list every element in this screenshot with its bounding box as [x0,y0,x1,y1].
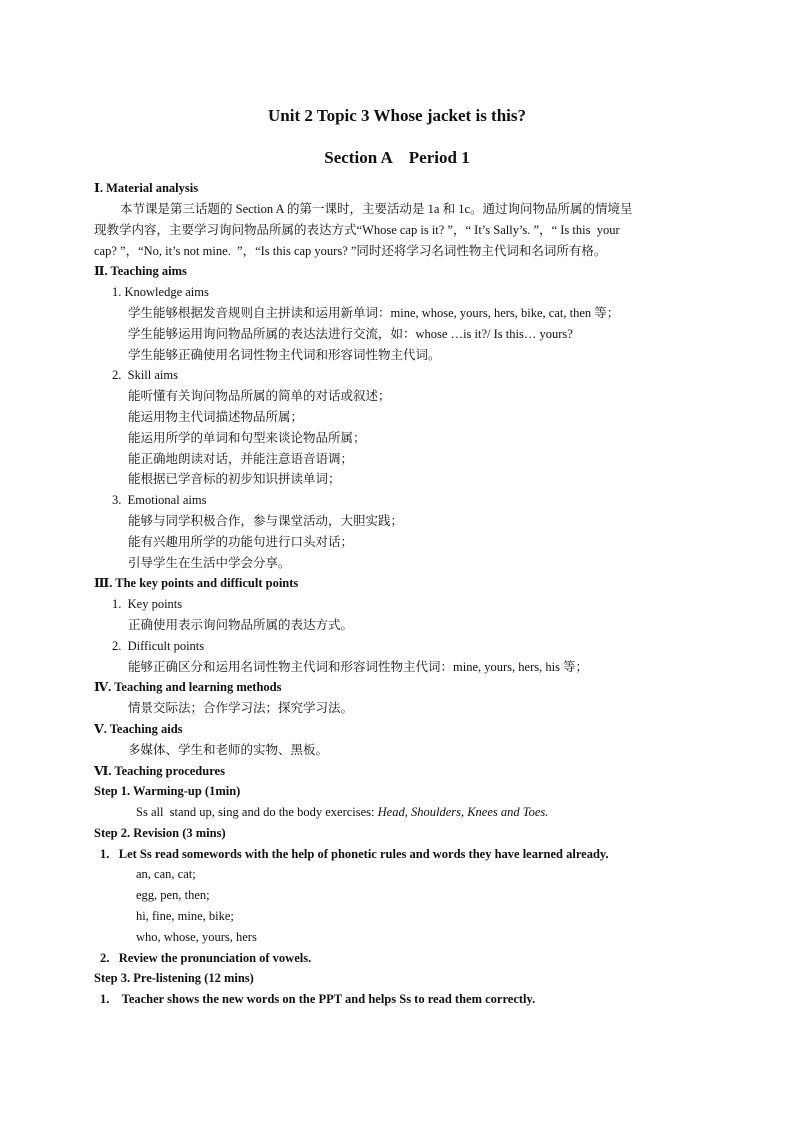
list-item: 能够正确区分和运用名词性物主代词和形容词性物主代词：mine, yours, hers, his 等； [128,660,589,674]
heading-teaching-methods: Ⅳ. Teaching and learning methods [94,680,282,694]
list-item: 学生能够正确使用名词性物主代词和形容词性物主代词。 [128,348,441,362]
list-item: 能听懂有关询问物品所属的简单的对话或叙述； [128,389,391,403]
step-text-body: Ss all stand up, sing and do the body exercises: [136,805,378,819]
list-item: 学生能够运用询问物品所属的表达法进行交流，如：whose …is it?/ Is this… yours? [128,327,573,341]
step-item: 2. Review the pronunciation of vowels. [100,951,312,965]
paragraph-line: 情景交际法；合作学习法；探究学习法。 [128,701,354,715]
list-item: 能够与同学积极合作，参与课堂活动，大胆实践； [128,514,404,528]
step-item: 1. Let Ss read somewords with the help of phonetic rules and words they have learned already. [100,847,609,861]
word-list-line: who, whose, yours, hers [136,930,257,944]
word-list-line: hi, fine, mine, bike; [136,909,234,923]
step-heading: Step 3. Pre-listening (12 mins) [94,971,254,985]
subheading-emotional-aims: 3. Emotional aims [112,493,207,507]
heading-material-analysis: Ⅰ. Material analysis [94,181,199,195]
word-list-line: an, can, cat; [136,867,196,881]
list-item: 能根据已学音标的初步知识拼读单词； [128,472,341,486]
heading-teaching-aids: Ⅴ. Teaching aids [94,722,183,736]
subheading-difficult-points: 2. Difficult points [112,639,205,653]
section-period-title: Section A Period 1 [324,148,470,167]
subheading-skill-aims: 2. Skill aims [112,368,178,382]
paragraph-line: cap? ”，“No, it’s not mine. ”，“Is this cap yours? ”同时还将学习名词性物主代词和名词所有格。 [94,244,607,258]
song-title: Head, Shoulders, Knees and Toes. [377,805,549,819]
word-list-line: egg, pen, then; [136,888,210,902]
step-item: 1. Teacher shows the new words on the PPT and helps Ss to read them correctly. [100,992,536,1006]
step-heading: Step 1. Warming-up (1min) [94,784,241,798]
heading-teaching-procedures: Ⅵ. Teaching procedures [94,764,225,778]
list-item: 能运用物主代词描述物品所属； [128,410,304,424]
paragraph-line: 多媒体、学生和老师的实物、黑板。 [128,743,329,757]
subheading-knowledge-aims: 1. Knowledge aims [112,285,209,299]
heading-key-difficult-points: Ⅲ. The key points and difficult points [94,576,299,590]
list-item: 能有兴趣用所学的功能句进行口头对话； [128,535,354,549]
step-text [136,802,548,822]
list-item: 学生能够根据发音规则自主拼读和运用新单词：mine, whose, yours, hers, bike, cat, then 等； [128,306,620,320]
document-title: Unit 2 Topic 3 Whose jacket is this? [267,106,527,125]
paragraph-line: 本节课是第三话题的 Section A 的第一课时，主要活动是 1a 和 1c。通过询问物品所属的情境呈 [120,202,633,216]
heading-teaching-aims: Ⅱ. Teaching aims [94,264,187,278]
paragraph-line: 现教学内容，主要学习询问物品所属的表达方式“Whose cap is it? ”，“ It’s Sally’s. ”，“ Is this your [94,223,620,237]
list-item: 引导学生在生活中学会分享。 [128,556,291,570]
list-item: 正确使用表示询问物品所属的表达方式。 [128,618,354,632]
list-item: 能正确地朗读对话，并能注意语音语调； [128,452,354,466]
step-heading: Step 2. Revision (3 mins) [94,826,226,840]
list-item: 能运用所学的单词和句型来谈论物品所属； [128,431,366,445]
subheading-key-points: 1. Key points [112,597,183,611]
